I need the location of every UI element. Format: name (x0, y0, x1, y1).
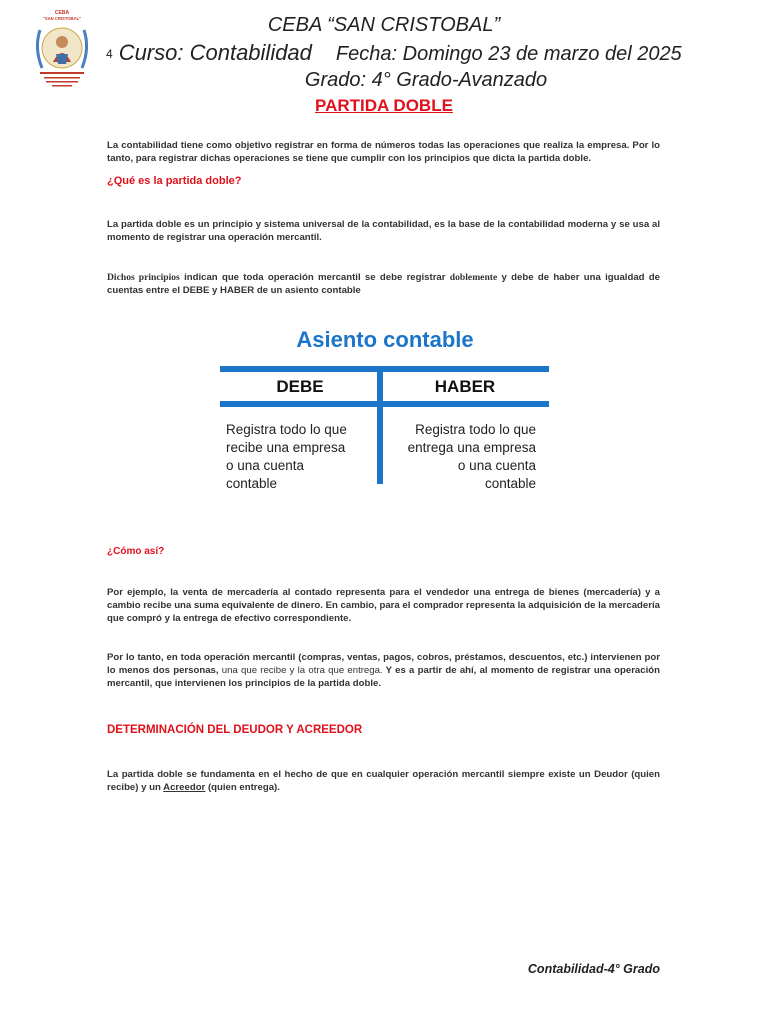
debe-text-line: recibe una empresa (226, 440, 346, 455)
t-account-diagram (220, 320, 550, 500)
school-name: CEBA “SAN CRISTOBAL” (267, 14, 501, 36)
logo-text-line2: "SAN CRISTOBAL" (42, 16, 82, 21)
haber-label: HABER (434, 377, 496, 396)
basis-paragraph (107, 768, 660, 794)
principles-part2: indican que toda operación mercantil se debe registrar (179, 272, 450, 283)
principles-part1: Dichos principios (107, 272, 180, 283)
example-paragraph: Por ejemplo, la venta de mercadería al contado representa para el vendedor una entrega de bienes (mercadería) y a cambio recibe una suma equivalente de dinero. En cambio, para el comprador representa la adquisición de la mercadería que compró y la entrega de efectivo correspondiente. (107, 587, 660, 624)
conclusion-part3: Y es a partir de ahí, al momento de registrar una operación mercantil, que intervienen los principios de la partida doble. (107, 665, 660, 689)
debe-text-line: o una cuenta (226, 458, 305, 473)
diagram-divider (377, 372, 383, 484)
basis-part3: (quien entrega). (205, 782, 280, 793)
haber-text-line: contable (484, 476, 536, 491)
principles-part4: y debe de haber una igualdad de cuentas entre el DEBE y HABER de un asiento contable (107, 272, 661, 296)
basis-part1: La partida doble se fundamenta en el hecho de que en cualquier operación mercantil siempre existe un Deudor (quien recibe) y un (107, 769, 660, 793)
grade-label: Grado: 4° Grado-Avanzado (304, 69, 548, 91)
principles-paragraph (107, 271, 660, 297)
conclusion-part2: una que recibe y la otra que entrega. (221, 665, 383, 676)
diagram-title: Asiento contable (296, 327, 474, 352)
section-heading: DETERMINACIÓN DEL DEUDOR Y ACREEDOR (107, 724, 363, 736)
debe-text-line: contable (226, 476, 278, 491)
course-label: Curso: Contabilidad (118, 40, 312, 65)
principles-part3: doblemente (449, 272, 498, 283)
conclusion-part1: Por lo tanto, en toda operación mercantil (compras, ventas, pagos, cobros, préstamos, descuentos, etc.) intervienen por lo menos dos personas, (107, 652, 660, 676)
diagram-top-bar (220, 366, 549, 372)
haber-text-line: entrega una empresa (407, 440, 536, 455)
haber-text-line: Registra todo lo que (415, 422, 536, 437)
course-date-line (106, 40, 682, 66)
debe-text-line: Registra todo lo que (226, 422, 347, 437)
haber-text-line: o una cuenta (457, 458, 536, 473)
question-heading-2: ¿Cómo así? (107, 546, 165, 557)
conclusion-paragraph (107, 651, 660, 690)
question-heading-1: ¿Qué es la partida doble? (107, 175, 242, 187)
diagram-header-bar (220, 401, 549, 407)
page-marker: 4 (106, 47, 113, 61)
intro-paragraph: La contabilidad tiene como objetivo registrar en forma de números todas las operaciones que realiza la empresa. Por lo tanto, para registrar dichas operaciones se tiene que cumplir con los principios que dicta la partida doble. (107, 140, 660, 164)
logo-text-line1: CEBA (54, 10, 70, 16)
page-title: PARTIDA DOBLE (315, 96, 453, 115)
date-label: Fecha: Domingo 23 de marzo del 2025 (335, 43, 682, 65)
acreedor-term: Acreedor (163, 782, 206, 793)
debe-label: DEBE (276, 377, 324, 396)
page-footer: Contabilidad-4° Grado (527, 962, 660, 976)
definition-paragraph: La partida doble es un principio y sistema universal de la contabilidad, es la base de la contabilidad moderna y se usa al momento de registrar una operación mercantil. (107, 219, 660, 243)
